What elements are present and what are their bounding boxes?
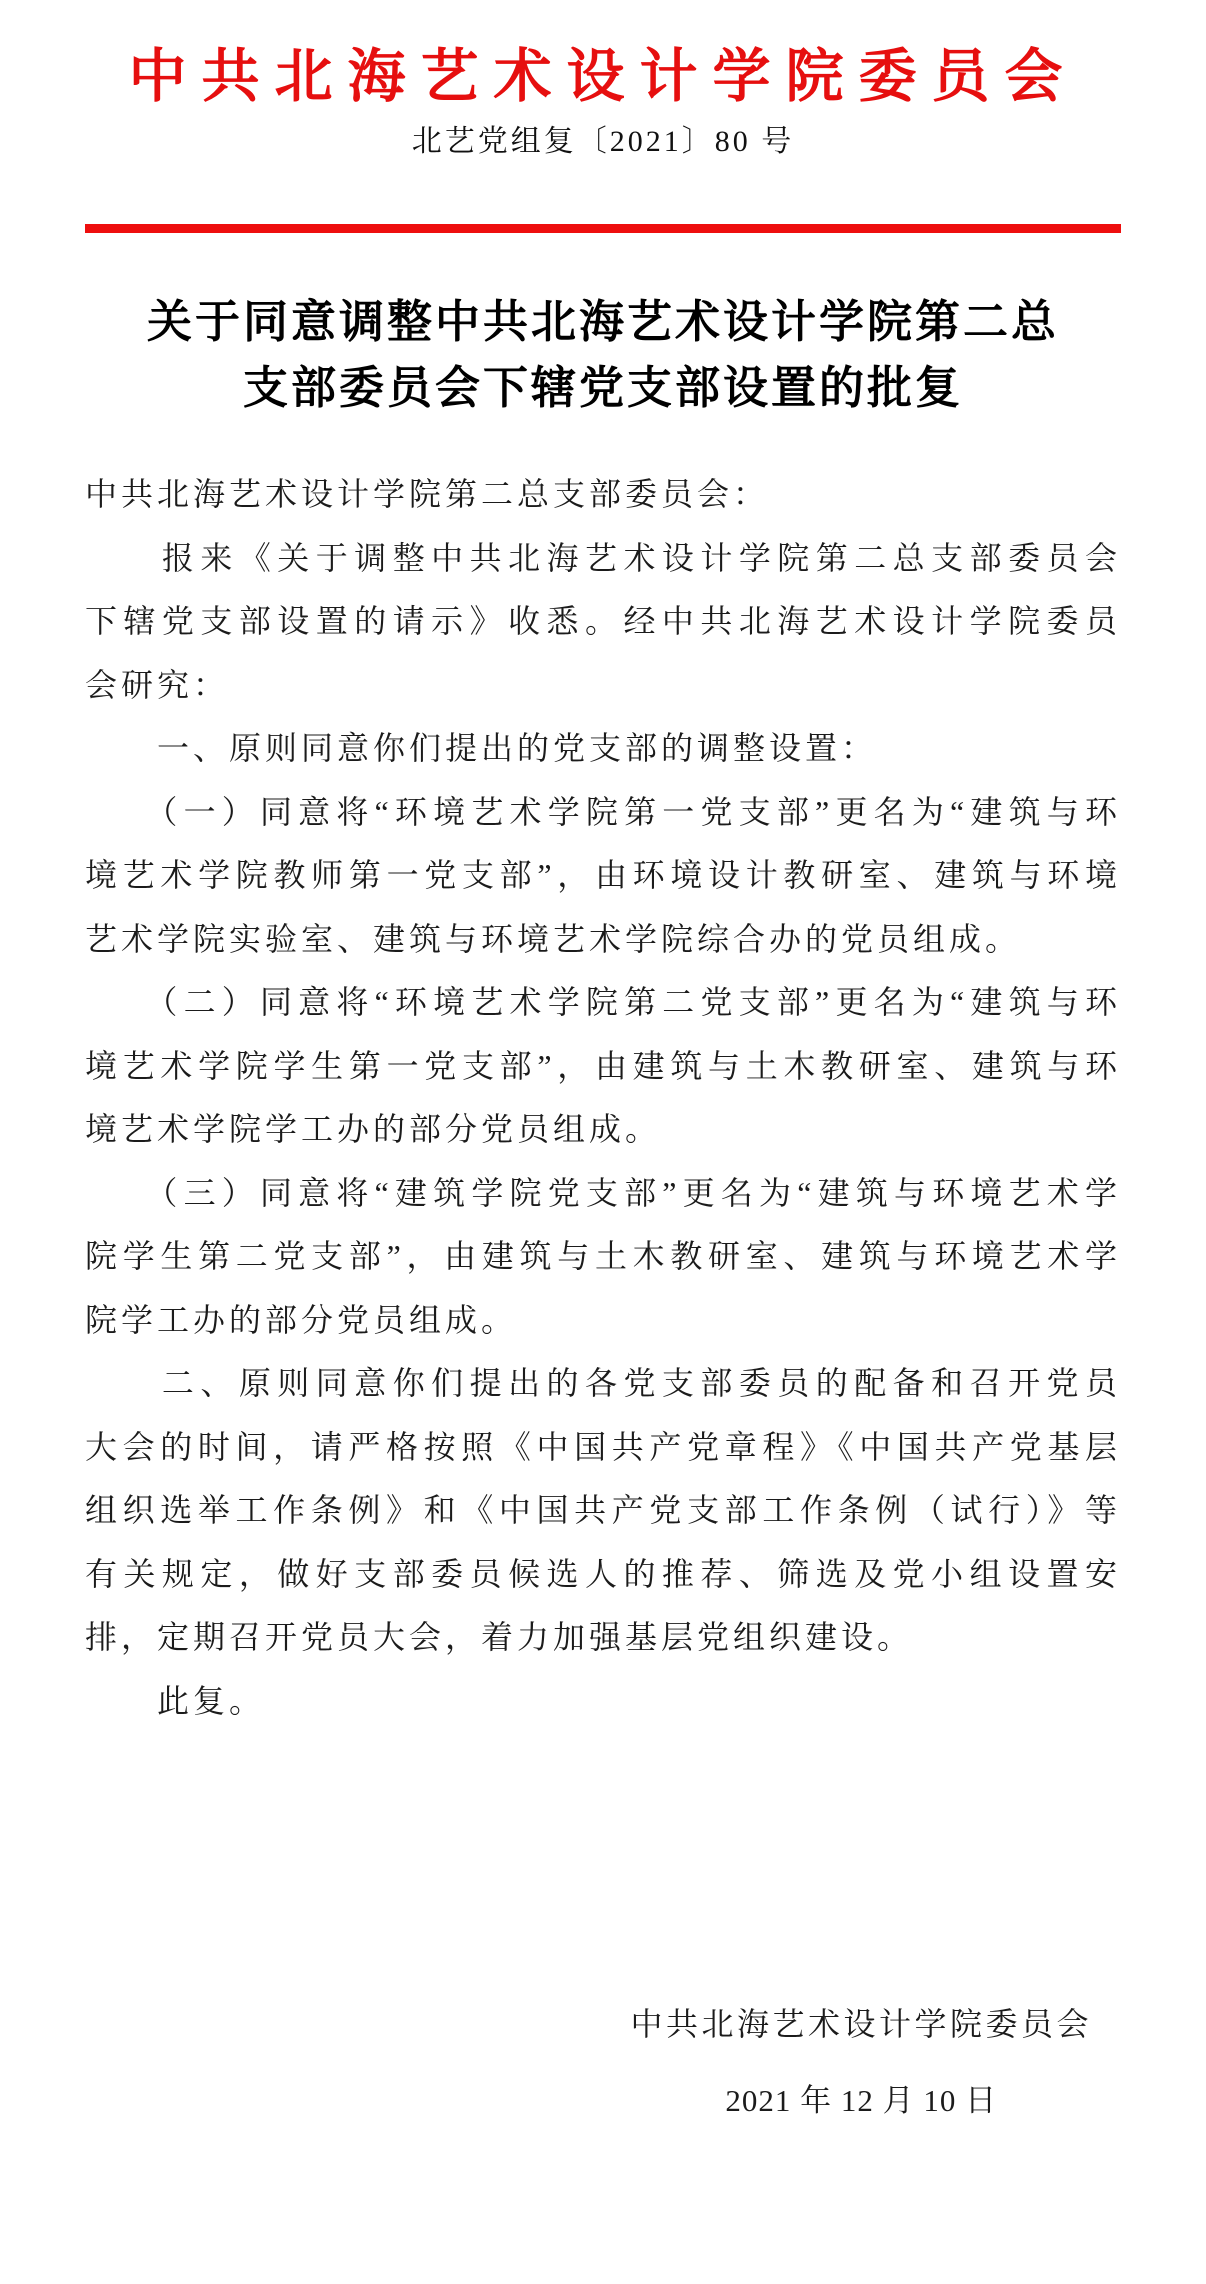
body-line: 境艺术学院学工办的部分党员组成。 <box>85 1111 662 1147</box>
document-number: 北艺党组复〔2021〕80 号 <box>411 125 795 158</box>
body-line: 排，定期召开党员大会，着力加强基层党组织建设。 <box>85 1619 914 1655</box>
signature-inner <box>630 1993 1092 2132</box>
body-line: 报来《关于调整中共北海艺术设计学院第二总支部委员会 <box>85 539 1121 576</box>
body-line: 艺术学院实验室、建筑与环境艺术学院综合办的党员组成。 <box>85 920 1022 957</box>
document-title-line-2: 支部委员会下辖党支部设置的批复 <box>242 363 963 413</box>
red-separator-line <box>85 224 1121 233</box>
signature-block <box>0 1993 1206 2132</box>
body-line: 组织选举工作条例》和《中国共产党支部工作条例（试行）》等 <box>85 1492 1121 1528</box>
body-line: 境艺术学院学生第一党支部”，由建筑与土木教研室、建筑与环 <box>85 1047 1121 1084</box>
body-line: 大会的时间，请严格按照《中国共产党章程》《中国共产党基层 <box>85 1428 1121 1465</box>
body-line: （二）同意将“环境艺术学院第二党支部”更名为“建筑与环 <box>85 984 1121 1020</box>
body-line: 一、原则同意你们提出的党支部的调整设置： <box>85 730 878 766</box>
document-title-line-1: 关于同意调整中共北海艺术设计学院第二总 <box>146 297 1059 347</box>
body-line: 有关规定，做好支部委员候选人的推荐、筛选及党小组设置安 <box>85 1555 1121 1592</box>
signature-org-name: 中共北海艺术设计学院委员会 <box>630 2006 1092 2042</box>
signature-date: 2021 年 12 月 10 日 <box>725 2083 998 2118</box>
body-line: 会研究： <box>85 666 230 703</box>
document-body <box>85 463 1121 1733</box>
body-line: 二、原则同意你们提出的各党支部委员的配备和召开党员 <box>85 1365 1121 1401</box>
body-line: 境艺术学院教师第一党支部”，由环境设计教研室、建筑与环境 <box>85 857 1121 893</box>
letterhead <box>0 0 1206 233</box>
body-line: 此复。 <box>85 1682 266 1719</box>
document-title <box>0 289 1206 421</box>
body-line: 中共北海艺术设计学院第二总支部委员会： <box>85 476 770 512</box>
body-line: 下辖党支部设置的请示》收悉。经中共北海艺术设计学院委员 <box>85 603 1121 639</box>
body-line: 院学工办的部分党员组成。 <box>85 1301 518 1338</box>
body-line: （一）同意将“环境艺术学院第一党支部”更名为“建筑与环 <box>85 793 1121 830</box>
body-line: （三）同意将“建筑学院党支部”更名为“建筑与环境艺术学 <box>85 1174 1121 1211</box>
body-line: 院学生第二党支部”，由建筑与土木教研室、建筑与环境艺术学 <box>85 1238 1121 1274</box>
issuing-org-name: 中共北海艺术设计学院委员会 <box>128 44 1078 109</box>
